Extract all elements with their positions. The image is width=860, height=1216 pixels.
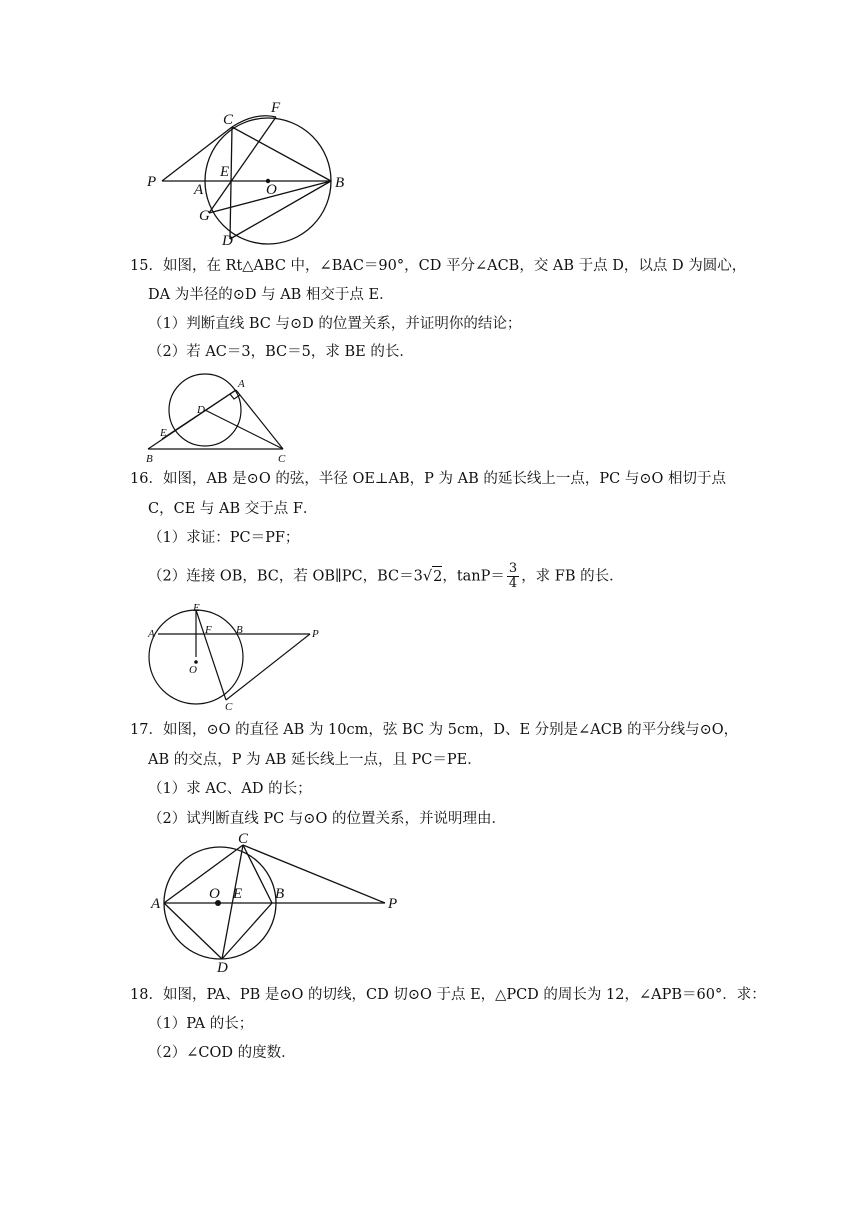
q15-part2: （2）若 AC＝3，BC＝5，求 BE 的长． [148,344,414,360]
q17-stem-line2: AB 的交点，P 为 AB 延长线上一点，且 PC＝PE． [148,752,482,768]
sqrt-symbol: √ [422,568,433,585]
fig14-line-CB [232,127,331,181]
q16-sqrt-radicand: 2 [432,566,442,587]
fig17-label-A: A [151,896,161,912]
figure-q17 [0,830,860,976]
fig17-label-E: E [233,886,243,902]
q16-part2-text-a: （2）连接 OB，BC，若 OB∥PC，BC＝3 [148,568,423,585]
fig17-label-O: O [209,886,220,902]
q16-fraction-numerator: 3 [508,561,518,576]
fig17-label-C: C [238,831,249,847]
q16-fraction [507,562,519,591]
figure-q15 [0,370,860,470]
fig14-label-A: A [194,182,204,198]
fig17-line-CP [243,845,385,903]
q15-stem-line2: DA 为半径的⊙D 与 AB 相交于点 E． [148,287,394,303]
fig15-label-C: C [278,453,286,465]
q15-stem-line1: 15．如图，在 Rt△ABC 中，∠BAC＝90°，CD 平分∠ACB，交 AB 于点 D，以点 D 为圆心， [130,258,747,274]
fig14-label-F: F [271,100,281,116]
fig17-line-AC [164,845,243,903]
fig14-label-E: E [220,164,230,180]
fig15-line-DC [205,410,283,449]
fig16-label-O: O [189,664,197,676]
q16-part1: （1）求证：PC＝PF； [148,530,300,546]
q16-stem-line1: 16．如图，AB 是⊙O 的弦，半径 OE⊥AB，P 为 AB 的延长线上一点，PC 与⊙O 相切于点 [130,471,726,487]
fig14-label-B: B [335,175,345,191]
fig16-label-P: P [312,628,319,640]
fig15-label-B: B [146,453,153,465]
q18-part2: （2）∠COD 的度数． [148,1045,296,1061]
figure-q14 [0,0,860,260]
fig17-line-DB [222,903,272,959]
q16-part2-text-c: ，求 FB 的长． [521,568,624,585]
fig14-label-P: P [147,174,157,190]
fig14-line-DB [230,181,331,239]
fig16-label-A: A [148,628,155,640]
q17-part1: （1）求 AC、AD 的长； [148,781,312,797]
q17-part2: （2）试判断直线 PC 与⊙O 的位置关系，并说明理由． [148,811,506,827]
fig16-line-CP [226,634,310,700]
fig16-label-C: C [225,701,233,713]
fig15-label-A: A [238,378,245,390]
q16-part2-text-b: ，tanP＝ [442,568,505,585]
fig17-line-CD [222,845,243,959]
q16-stem-line2: C，CE 与 AB 交于点 F． [148,501,318,517]
fig16-label-E: E [193,602,200,614]
q17-stem-line1: 17．如图，⊙O 的直径 AB 为 10cm，弦 BC 为 5cm，D、E 分别是∠ACB 的平分线与⊙O， [130,722,739,738]
q18-stem-line1: 18．如图，PA、PB 是⊙O 的切线，CD 切⊙O 于点 E，△PCD 的周长为 12，∠APB＝60°．求： [130,987,766,1003]
figure-q16 [0,600,860,713]
fig16-label-B: B [236,624,243,636]
q16-fraction-denominator: 4 [508,576,518,591]
fig17-line-AD [164,903,222,959]
fig15-line-AC [236,390,283,449]
fig17-label-D: D [217,960,228,976]
fig14-label-G: G [199,208,210,224]
fig16-label-F: F [205,624,212,636]
q18-part1: （1）PA 的长； [148,1016,254,1032]
fig15-label-D: D [197,404,205,416]
q16-part2 [148,562,624,591]
fig17-label-P: P [388,896,398,912]
fig14-label-O: O [266,182,277,198]
q15-part1: （1）判断直线 BC 与⊙D 的位置关系，并证明你的结论； [148,316,522,332]
fig17-label-B: B [275,886,285,902]
fig14-label-C: C [223,112,234,128]
fig14-label-D: D [222,233,233,249]
fig15-label-E: E [160,427,167,439]
